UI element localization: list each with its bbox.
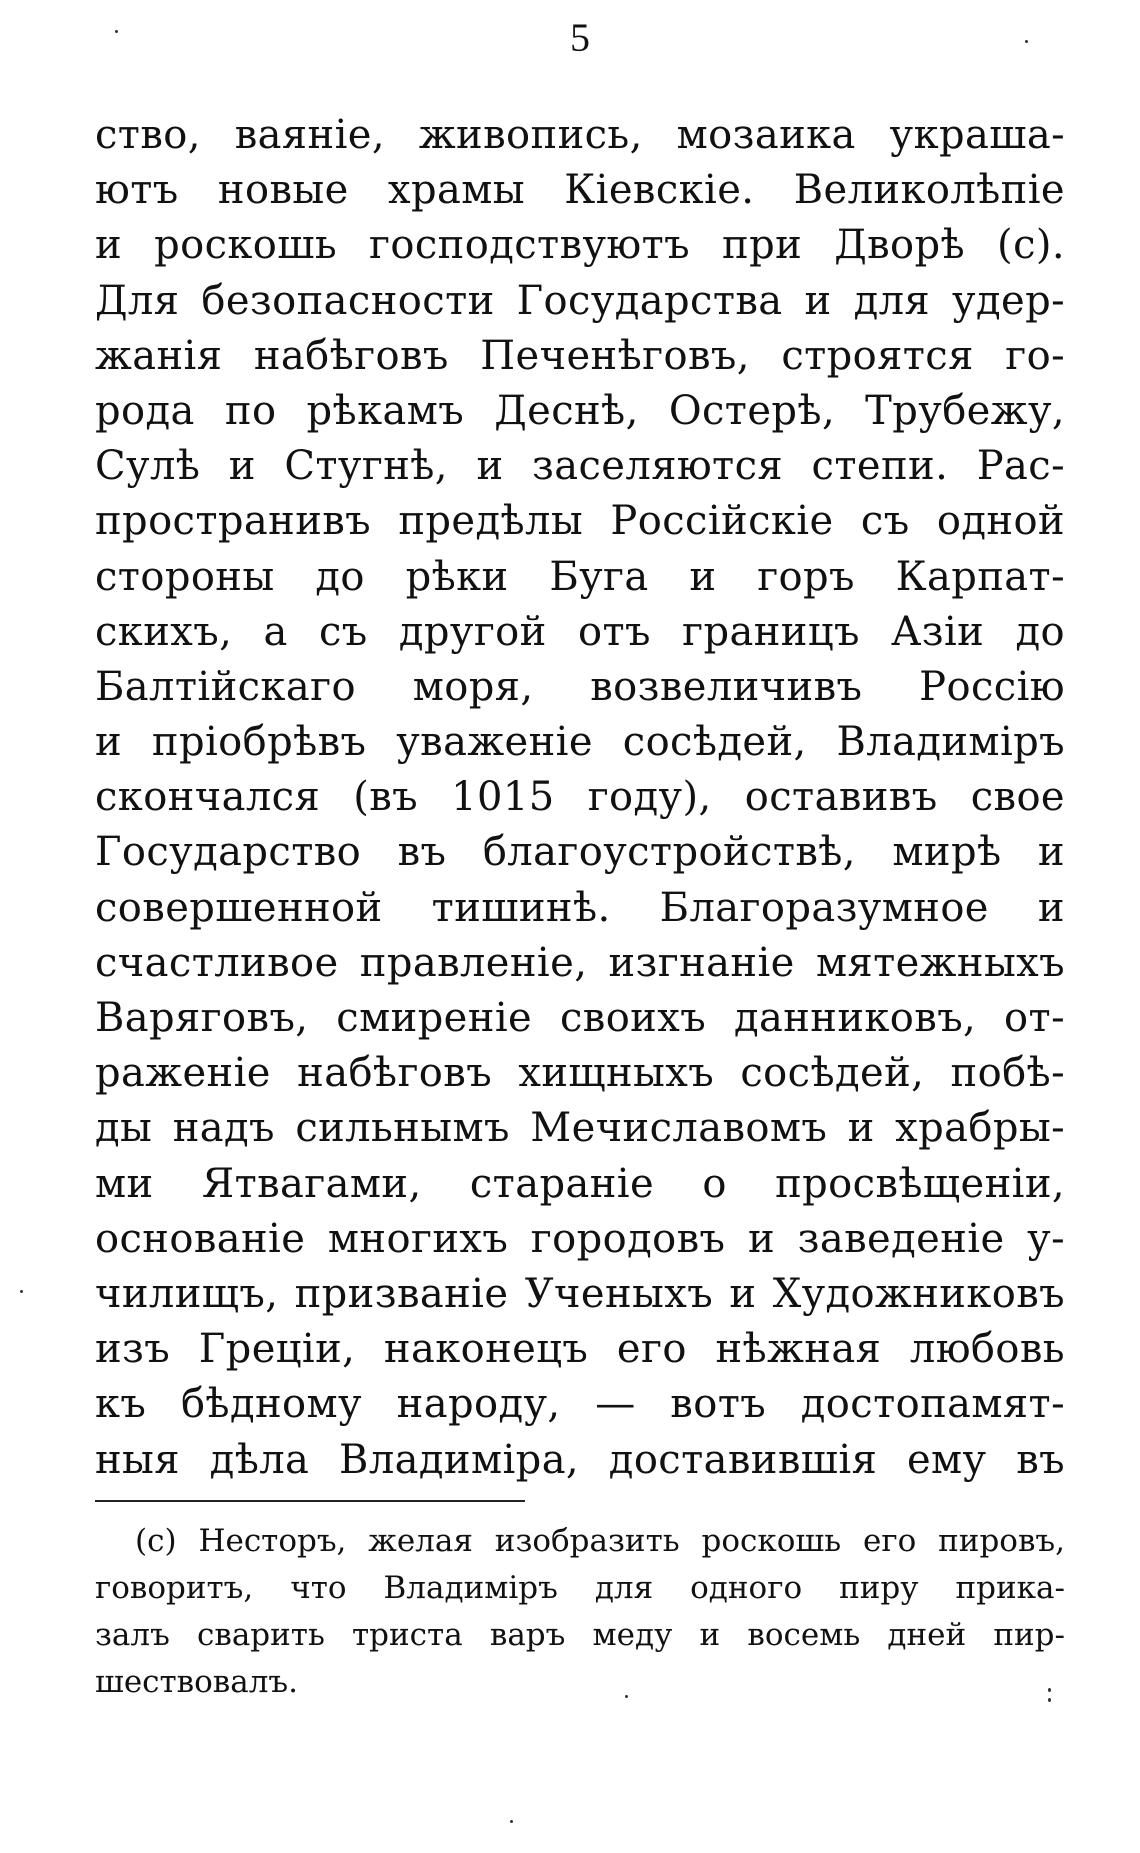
print-speck — [115, 30, 118, 33]
footnote-line: говоритъ, что Владиміръ для одного пиру прика- — [95, 1570, 1065, 1606]
body-line: ми Ятвагами, стараніе о просвѣщеніи, — [95, 1160, 1065, 1207]
body-line: рода по рѣкамъ Деснѣ, Остерѣ, Трубежу, — [95, 387, 1065, 434]
body-line: основаніе многихъ городовъ и заведеніе у- — [95, 1215, 1065, 1262]
body-line: ютъ новые храмы Кіевскіе. Великолѣпіе — [95, 167, 1065, 214]
body-line: Балтійскаго моря, возвеличивъ Россію — [95, 663, 1065, 710]
body-line: Для безопасности Государства и для удер- — [95, 277, 1065, 324]
body-line: ды надъ сильнымъ Мечиславомъ и храбры- — [95, 1105, 1065, 1152]
print-speck — [1048, 1698, 1051, 1702]
body-text — [95, 108, 1065, 1488]
body-line: къ бѣдному народу, — вотъ достопамят- — [95, 1381, 1065, 1428]
body-line: скончался (въ 1015 году), оставивъ свое — [95, 774, 1065, 821]
body-line: совершенной тишинѣ. Благоразумное и — [95, 884, 1065, 931]
footnote-line: залъ сварить триста варъ меду и восемь дней пир- — [95, 1617, 1065, 1653]
body-line: Варяговъ, смиреніе своихъ данниковъ, от- — [95, 995, 1065, 1041]
body-line: скихъ, а съ другой отъ границъ Азіи до — [95, 608, 1065, 655]
print-speck — [1048, 1688, 1051, 1692]
body-line: жанія набѣговъ Печенѣговъ, строятся го- — [95, 332, 1065, 379]
body-line: Сулѣ и Стугнѣ, и заселяются степи. Рас- — [95, 443, 1065, 490]
footnote-line: шествовалъ. — [95, 1664, 298, 1700]
body-line: Государство въ благоустройствѣ, мирѣ и — [95, 829, 1065, 876]
print-speck — [510, 1820, 513, 1823]
body-line: изъ Греціи, наконецъ его нѣжная любовь — [95, 1326, 1065, 1373]
body-line: ство, ваяніе, живопись, мозаика украша- — [95, 112, 1065, 158]
page-number: 5 — [570, 15, 590, 60]
body-line: стороны до рѣки Буга и горъ Карпат- — [95, 553, 1065, 600]
print-speck — [20, 1290, 23, 1293]
footnote-divider — [95, 1500, 525, 1502]
print-speck — [1025, 40, 1028, 43]
footnote — [95, 1518, 1065, 1706]
body-line: пространивъ предѣлы Россійскіе съ одной — [95, 498, 1065, 545]
footnote-line: (c) Несторъ, желая изобразить роскошь его пировъ, — [135, 1523, 1065, 1559]
print-speck — [625, 1695, 628, 1698]
body-line: и роскошь господствуютъ при Дворѣ (c). — [95, 222, 1065, 269]
body-line: и пріобрѣвъ уваженіе сосѣдей, Владиміръ — [95, 719, 1065, 766]
body-line: раженіе набѣговъ хищныхъ сосѣдей, побѣ- — [95, 1050, 1065, 1097]
body-line: счастливое правленіе, изгнаніе мятежныхъ — [95, 939, 1065, 986]
body-line: ныя дѣла Владиміра, доставившія ему въ — [95, 1436, 1065, 1483]
body-line: чилищъ, призваніе Ученыхъ и Художниковъ — [95, 1270, 1065, 1317]
